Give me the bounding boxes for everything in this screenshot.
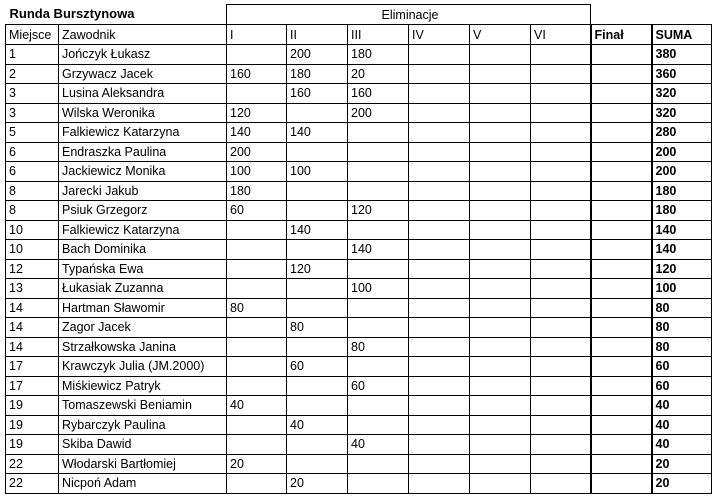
col-header-sum: SUMA: [652, 25, 712, 45]
place-cell: 19: [6, 435, 59, 455]
round-6-cell: [531, 279, 591, 299]
col-header-competitor: Zawodnik: [59, 25, 227, 45]
competitor-cell: Bach Dominika: [59, 240, 227, 260]
round-2-cell: 120: [287, 259, 348, 279]
round-3-cell: 20: [348, 64, 409, 84]
sum-cell: 140: [652, 220, 712, 240]
round-6-cell: [531, 376, 591, 396]
round-2-cell: 140: [287, 123, 348, 143]
final-cell: [591, 318, 652, 338]
table-row: [6, 123, 712, 143]
round-1-cell: 120: [227, 103, 287, 123]
sum-cell: 200: [652, 142, 712, 162]
title-row: [6, 5, 712, 25]
sum-cell: 360: [652, 64, 712, 84]
round-5-cell: [470, 103, 531, 123]
competitor-cell: Jarecki Jakub: [59, 181, 227, 201]
round-5-cell: [470, 64, 531, 84]
final-cell: [591, 415, 652, 435]
round-5-cell: [470, 279, 531, 299]
sum-cell: 180: [652, 181, 712, 201]
round-6-cell: [531, 357, 591, 377]
round-1-cell: [227, 357, 287, 377]
round-5-cell: [470, 298, 531, 318]
table-row: [6, 337, 712, 357]
round-4-cell: [409, 201, 470, 221]
table-row: [6, 454, 712, 474]
col-header-place: Miejsce: [6, 25, 59, 45]
round-5-cell: [470, 435, 531, 455]
competitor-cell: Falkiewicz Katarzyna: [59, 220, 227, 240]
table-row: [6, 181, 712, 201]
competitor-cell: Nicpoń Adam: [59, 474, 227, 494]
round-1-cell: 180: [227, 181, 287, 201]
round-2-cell: [287, 181, 348, 201]
column-header-row: [6, 25, 712, 45]
round-5-cell: [470, 142, 531, 162]
table-row: [6, 240, 712, 260]
table-row: [6, 357, 712, 377]
round-4-cell: [409, 298, 470, 318]
table-row: [6, 435, 712, 455]
round-6-cell: [531, 318, 591, 338]
round-6-cell: [531, 474, 591, 494]
final-cell: [591, 220, 652, 240]
final-cell: [591, 103, 652, 123]
place-cell: 17: [6, 357, 59, 377]
round-4-cell: [409, 337, 470, 357]
round-3-cell: 60: [348, 376, 409, 396]
round-5-cell: [470, 396, 531, 416]
round-4-cell: [409, 162, 470, 182]
round-4-cell: [409, 181, 470, 201]
round-6-cell: [531, 240, 591, 260]
round-4-cell: [409, 64, 470, 84]
place-cell: 13: [6, 279, 59, 299]
round-1-cell: [227, 259, 287, 279]
sum-cell: 60: [652, 357, 712, 377]
round-1-cell: [227, 240, 287, 260]
place-cell: 3: [6, 103, 59, 123]
table-row: [6, 84, 712, 104]
round-5-cell: [470, 45, 531, 65]
round-3-cell: [348, 181, 409, 201]
table-row: [6, 201, 712, 221]
round-5-cell: [470, 454, 531, 474]
col-header-round-4: IV: [409, 25, 470, 45]
table-row: [6, 103, 712, 123]
round-4-cell: [409, 454, 470, 474]
round-3-cell: [348, 474, 409, 494]
round-4-cell: [409, 259, 470, 279]
round-1-cell: [227, 220, 287, 240]
sum-cell: 320: [652, 103, 712, 123]
place-cell: 22: [6, 474, 59, 494]
round-2-cell: 60: [287, 357, 348, 377]
round-3-cell: [348, 298, 409, 318]
round-2-cell: [287, 279, 348, 299]
round-3-cell: [348, 357, 409, 377]
round-1-cell: 140: [227, 123, 287, 143]
col-header-round-6: VI: [531, 25, 591, 45]
competitor-cell: Hartman Sławomir: [59, 298, 227, 318]
round-2-cell: [287, 298, 348, 318]
round-2-cell: [287, 396, 348, 416]
round-4-cell: [409, 376, 470, 396]
sum-cell: 100: [652, 279, 712, 299]
round-3-cell: 200: [348, 103, 409, 123]
round-3-cell: 120: [348, 201, 409, 221]
round-5-cell: [470, 337, 531, 357]
round-1-cell: [227, 45, 287, 65]
round-2-cell: 180: [287, 64, 348, 84]
round-2-cell: 100: [287, 162, 348, 182]
round-3-cell: [348, 162, 409, 182]
sum-cell: 380: [652, 45, 712, 65]
round-5-cell: [470, 201, 531, 221]
round-6-cell: [531, 415, 591, 435]
round-1-cell: [227, 435, 287, 455]
round-6-cell: [531, 298, 591, 318]
results-table: [5, 4, 712, 494]
round-3-cell: 80: [348, 337, 409, 357]
place-cell: 19: [6, 396, 59, 416]
round-4-cell: [409, 435, 470, 455]
round-3-cell: [348, 318, 409, 338]
round-3-cell: 140: [348, 240, 409, 260]
place-cell: 8: [6, 201, 59, 221]
col-header-round-1: I: [227, 25, 287, 45]
competitor-cell: Typańska Ewa: [59, 259, 227, 279]
round-1-cell: [227, 474, 287, 494]
sum-cell: 40: [652, 415, 712, 435]
round-4-cell: [409, 396, 470, 416]
round-1-cell: [227, 279, 287, 299]
round-3-cell: 180: [348, 45, 409, 65]
round-2-cell: [287, 142, 348, 162]
round-1-cell: [227, 337, 287, 357]
round-1-cell: 80: [227, 298, 287, 318]
final-cell: [591, 181, 652, 201]
final-cell: [591, 259, 652, 279]
round-6-cell: [531, 64, 591, 84]
sum-cell: 40: [652, 435, 712, 455]
competitor-cell: Tomaszewski Beniamin: [59, 396, 227, 416]
round-4-cell: [409, 357, 470, 377]
round-6-cell: [531, 142, 591, 162]
round-6-cell: [531, 201, 591, 221]
place-cell: 12: [6, 259, 59, 279]
round-4-cell: [409, 84, 470, 104]
round-6-cell: [531, 435, 591, 455]
final-cell: [591, 337, 652, 357]
table-row: [6, 64, 712, 84]
round-3-cell: [348, 220, 409, 240]
round-4-cell: [409, 240, 470, 260]
round-5-cell: [470, 357, 531, 377]
competitor-cell: Miśkiewicz Patryk: [59, 376, 227, 396]
sum-cell: 80: [652, 337, 712, 357]
round-4-cell: [409, 123, 470, 143]
competitor-cell: Lusina Aleksandra: [59, 84, 227, 104]
sum-cell: 120: [652, 259, 712, 279]
round-3-cell: 40: [348, 435, 409, 455]
final-cell: [591, 435, 652, 455]
sum-cell: 20: [652, 474, 712, 494]
place-cell: 17: [6, 376, 59, 396]
round-5-cell: [470, 162, 531, 182]
sum-cell: 200: [652, 162, 712, 182]
final-cell: [591, 454, 652, 474]
round-5-cell: [470, 318, 531, 338]
sum-cell: 140: [652, 240, 712, 260]
final-cell: [591, 298, 652, 318]
round-2-cell: [287, 103, 348, 123]
place-cell: 6: [6, 162, 59, 182]
eliminations-header: Eliminacje: [227, 5, 591, 25]
table-row: [6, 279, 712, 299]
competitor-cell: Grzywacz Jacek: [59, 64, 227, 84]
round-2-cell: [287, 454, 348, 474]
competitor-cell: Falkiewicz Katarzyna: [59, 123, 227, 143]
place-cell: 5: [6, 123, 59, 143]
competitor-cell: Skiba Dawid: [59, 435, 227, 455]
round-6-cell: [531, 45, 591, 65]
round-6-cell: [531, 220, 591, 240]
final-cell: [591, 240, 652, 260]
final-cell: [591, 142, 652, 162]
sum-cell: 80: [652, 298, 712, 318]
round-2-cell: [287, 201, 348, 221]
round-4-cell: [409, 415, 470, 435]
round-5-cell: [470, 181, 531, 201]
round-2-cell: 80: [287, 318, 348, 338]
competitor-cell: Psiuk Grzegorz: [59, 201, 227, 221]
round-2-cell: [287, 240, 348, 260]
table-row: [6, 259, 712, 279]
final-cell: [591, 162, 652, 182]
place-cell: 10: [6, 240, 59, 260]
final-cell: [591, 64, 652, 84]
round-4-cell: [409, 279, 470, 299]
round-1-cell: 100: [227, 162, 287, 182]
round-3-cell: [348, 415, 409, 435]
sum-cell: 40: [652, 396, 712, 416]
final-cell: [591, 279, 652, 299]
round-6-cell: [531, 103, 591, 123]
place-cell: 19: [6, 415, 59, 435]
place-cell: 8: [6, 181, 59, 201]
final-cell: [591, 84, 652, 104]
place-cell: 2: [6, 64, 59, 84]
final-cell: [591, 123, 652, 143]
table-row: [6, 298, 712, 318]
round-1-cell: 20: [227, 454, 287, 474]
round-4-cell: [409, 142, 470, 162]
sum-cell: 280: [652, 123, 712, 143]
place-cell: 6: [6, 142, 59, 162]
round-2-cell: 20: [287, 474, 348, 494]
sheet-title: Runda Bursztynowa: [9, 6, 135, 22]
round-4-cell: [409, 474, 470, 494]
round-2-cell: 40: [287, 415, 348, 435]
table-row: [6, 474, 712, 494]
round-4-cell: [409, 318, 470, 338]
sum-cell: 180: [652, 201, 712, 221]
competitor-cell: Jackiewicz Monika: [59, 162, 227, 182]
round-5-cell: [470, 220, 531, 240]
competitor-cell: Wilska Weronika: [59, 103, 227, 123]
round-6-cell: [531, 337, 591, 357]
round-1-cell: 40: [227, 396, 287, 416]
competitor-cell: Endraszka Paulina: [59, 142, 227, 162]
competitor-cell: Zagor Jacek: [59, 318, 227, 338]
place-cell: 3: [6, 84, 59, 104]
round-6-cell: [531, 454, 591, 474]
round-6-cell: [531, 396, 591, 416]
place-cell: 22: [6, 454, 59, 474]
table-row: [6, 376, 712, 396]
final-cell: [591, 45, 652, 65]
final-cell: [591, 474, 652, 494]
col-header-round-2: II: [287, 25, 348, 45]
round-3-cell: 160: [348, 84, 409, 104]
round-1-cell: 200: [227, 142, 287, 162]
col-header-final: Finał: [591, 25, 652, 45]
competitor-cell: Jończyk Łukasz: [59, 45, 227, 65]
round-4-cell: [409, 220, 470, 240]
round-1-cell: 60: [227, 201, 287, 221]
round-3-cell: [348, 454, 409, 474]
round-3-cell: [348, 259, 409, 279]
round-1-cell: [227, 318, 287, 338]
round-6-cell: [531, 181, 591, 201]
place-cell: 14: [6, 318, 59, 338]
table-row: [6, 415, 712, 435]
final-cell: [591, 376, 652, 396]
round-5-cell: [470, 376, 531, 396]
place-cell: 1: [6, 45, 59, 65]
final-cell: [591, 357, 652, 377]
round-3-cell: [348, 123, 409, 143]
sum-cell: 80: [652, 318, 712, 338]
place-cell: 10: [6, 220, 59, 240]
place-cell: 14: [6, 298, 59, 318]
round-2-cell: [287, 435, 348, 455]
competitor-cell: Krawczyk Julia (JM.2000): [59, 357, 227, 377]
round-4-cell: [409, 45, 470, 65]
table-row: [6, 162, 712, 182]
round-6-cell: [531, 162, 591, 182]
round-5-cell: [470, 123, 531, 143]
round-2-cell: [287, 337, 348, 357]
col-header-round-3: III: [348, 25, 409, 45]
round-2-cell: [287, 376, 348, 396]
round-2-cell: 200: [287, 45, 348, 65]
round-2-cell: 160: [287, 84, 348, 104]
competitor-cell: Włodarski Bartłomiej: [59, 454, 227, 474]
round-1-cell: [227, 84, 287, 104]
round-5-cell: [470, 84, 531, 104]
round-5-cell: [470, 259, 531, 279]
final-cell: [591, 201, 652, 221]
table-row: [6, 45, 712, 65]
sum-cell: 60: [652, 376, 712, 396]
round-5-cell: [470, 240, 531, 260]
round-3-cell: [348, 396, 409, 416]
round-4-cell: [409, 103, 470, 123]
round-3-cell: 100: [348, 279, 409, 299]
round-6-cell: [531, 259, 591, 279]
table-row: [6, 142, 712, 162]
round-1-cell: [227, 415, 287, 435]
sum-cell: 20: [652, 454, 712, 474]
round-1-cell: 160: [227, 64, 287, 84]
table-row: [6, 220, 712, 240]
round-6-cell: [531, 123, 591, 143]
round-2-cell: 140: [287, 220, 348, 240]
table-row: [6, 396, 712, 416]
round-6-cell: [531, 84, 591, 104]
table-row: [6, 318, 712, 338]
competitor-cell: Strzałkowska Janina: [59, 337, 227, 357]
round-3-cell: [348, 142, 409, 162]
competitor-cell: Łukasiak Zuzanna: [59, 279, 227, 299]
sum-cell: 320: [652, 84, 712, 104]
round-1-cell: [227, 376, 287, 396]
final-cell: [591, 396, 652, 416]
round-5-cell: [470, 474, 531, 494]
round-5-cell: [470, 415, 531, 435]
col-header-round-5: V: [470, 25, 531, 45]
competitor-cell: Rybarczyk Paulina: [59, 415, 227, 435]
place-cell: 14: [6, 337, 59, 357]
